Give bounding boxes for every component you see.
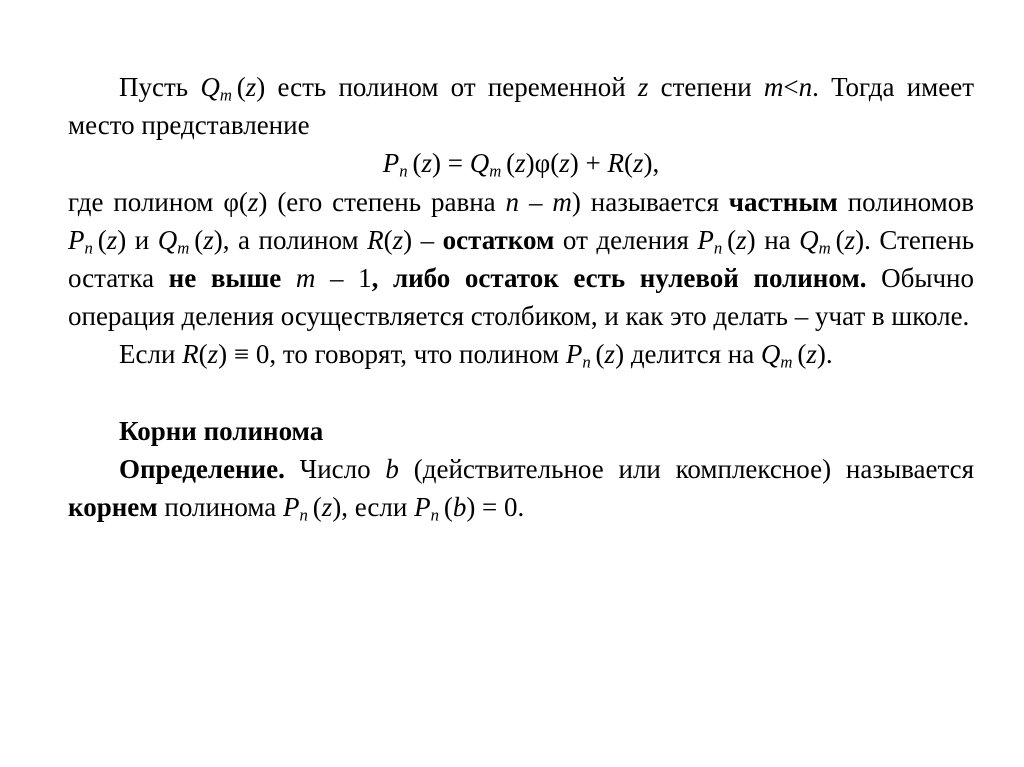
- text: , а полином: [222, 224, 359, 255]
- term-root: корнем: [68, 492, 158, 523]
- math-pn-z: $P_n$ (z): [697, 224, 756, 258]
- text: ) называется: [571, 186, 719, 217]
- spacer: [68, 374, 974, 412]
- math-qm-z: $Q_m$ (z): [200, 72, 266, 105]
- text: , если: [341, 492, 408, 523]
- text: от деления: [562, 224, 689, 255]
- math-m-less-n: m<n: [763, 72, 813, 102]
- paragraph-intro: [68, 68, 974, 144]
- term-zero-polynomial: , либо остаток есть нулевой полином.: [371, 263, 867, 294]
- paragraph-divisible: [68, 335, 974, 373]
- definition-label: Определение.: [119, 453, 285, 484]
- formula-division: [68, 144, 974, 182]
- text: Обычно операция деления осуществляется столбиком, и как это делать – учат в школе.: [68, 263, 974, 332]
- document-page: [68, 68, 974, 526]
- math-n-minus-m: n – m: [505, 186, 572, 217]
- math-m-minus-1: m – 1: [295, 263, 372, 294]
- text: на: [764, 224, 791, 255]
- text: делится на: [630, 339, 755, 370]
- text: полинома: [164, 492, 277, 523]
- paragraph-definition-quotient: [68, 183, 974, 336]
- math-division-identity: $P_n$ $(z) = Q_m$ (z)φ(z) + R(z): [382, 148, 653, 182]
- math-r-z-equiv-0: R(z) ≡ 0: [182, 339, 270, 370]
- math-pn-z: $P_n$ (z): [565, 339, 625, 373]
- text: Пусть: [119, 72, 189, 102]
- text: (действительное или комплексное) называется: [413, 453, 975, 484]
- math-qm-z: $Q_m$ (z): [157, 224, 223, 258]
- math-r-z: R(z): [367, 224, 413, 255]
- text: где полином: [68, 186, 214, 217]
- text: и: [134, 224, 150, 255]
- text: есть полином от переменной: [277, 72, 626, 102]
- section-heading: Корни полинома: [119, 415, 324, 446]
- text: –: [420, 224, 435, 255]
- math-pn-z: $P_n$ (z): [283, 492, 342, 525]
- text: степени: [660, 72, 752, 102]
- text: . Степень остатка: [68, 224, 975, 294]
- math-qm-z: $Q_m$ (z): [760, 339, 826, 373]
- text: .: [517, 492, 525, 523]
- term-quotient: частным: [728, 186, 838, 217]
- math-pn-b-equals-0: $P_n$ (b) = 0: [414, 492, 518, 525]
- math-pn-z: $P_n$ (z): [68, 224, 127, 258]
- term-remainder: остатком: [442, 224, 555, 255]
- text: (его степень равна: [277, 186, 496, 217]
- text: ,: [652, 148, 660, 179]
- math-qm-z: $Q_m$ (z): [799, 224, 865, 258]
- text: Число: [299, 453, 371, 484]
- math-b: b: [385, 453, 399, 484]
- math-z: z: [637, 72, 649, 102]
- text: полиномов: [847, 186, 975, 217]
- text: Если: [119, 339, 176, 370]
- text: , то говорят, что полином: [269, 339, 560, 370]
- paragraph-root-definition: [68, 450, 974, 526]
- math-phi-z: φ(z): [223, 186, 268, 217]
- text: . Тогда имеет место представление: [68, 72, 975, 141]
- term-not-higher: не выше: [168, 263, 282, 294]
- text: .: [825, 339, 833, 370]
